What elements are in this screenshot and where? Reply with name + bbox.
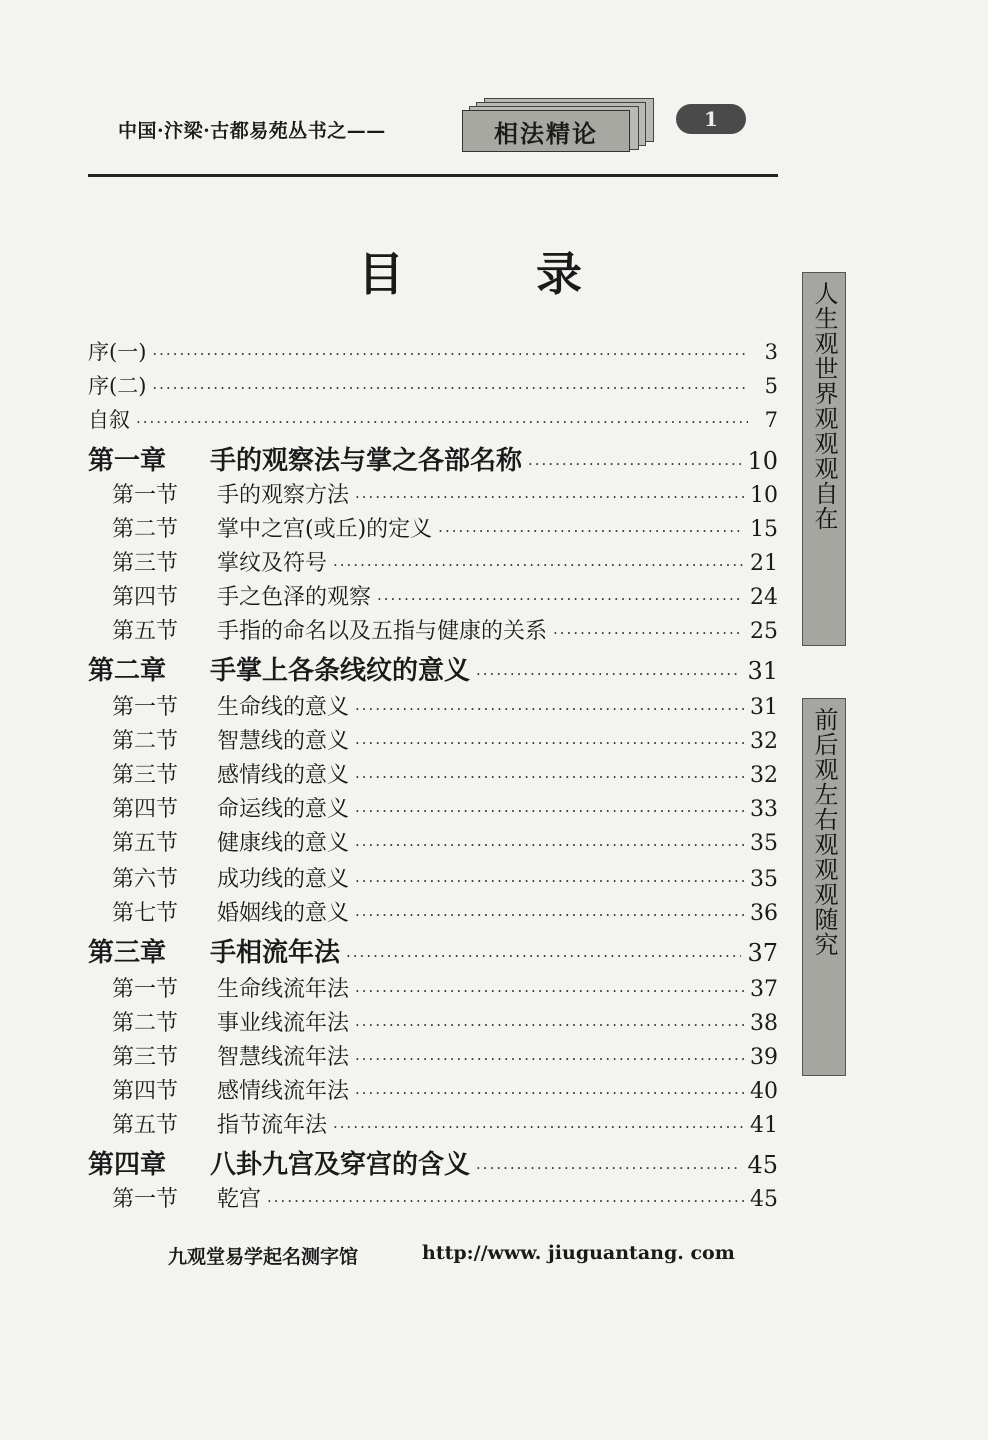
toc-page-number: 24: [750, 585, 778, 610]
dot-leader: [377, 590, 744, 608]
toc-entry-number: 第七节: [112, 901, 179, 926]
side-banner-text: 人生观世界观观观自在: [810, 281, 838, 531]
toc-entry-number: 第三章: [88, 938, 167, 968]
toc-entry-title: 手相流年法: [210, 938, 341, 968]
toc-entry-title: 掌纹及符号: [217, 551, 328, 576]
toc-entry-title: 手指的命名以及五指与健康的关系: [217, 619, 548, 644]
toc-entry-title: 智慧线的意义: [217, 729, 350, 754]
toc-page-number: 21: [750, 551, 778, 576]
dot-leader: [355, 1050, 744, 1068]
toc-chapter-row: [88, 440, 778, 477]
toc-page-number: 37: [747, 939, 778, 967]
toc-section-row: [112, 690, 778, 721]
toc-page-number: 36: [750, 901, 778, 926]
toc-page-number: 25: [750, 619, 778, 644]
toc-page-number: 38: [750, 1011, 778, 1036]
dot-leader: [355, 734, 744, 752]
side-banner-upper: [802, 272, 846, 646]
toc-entry-title: 掌中之宫(或丘)的定义: [217, 517, 433, 542]
toc-section-row: [112, 1040, 778, 1071]
toc-entry-number: 第一节: [112, 483, 179, 508]
toc-entry-number: 第五节: [112, 619, 179, 644]
toc-section-row: [112, 758, 778, 789]
dot-leader: [333, 556, 744, 574]
toc-entry-title: 自叙: [88, 408, 130, 432]
toc-entry-number: 第二节: [112, 729, 179, 754]
toc-entry-title: 手掌上各条线纹的意义: [210, 656, 471, 686]
toc-section-row: [112, 580, 778, 611]
toc-entry-number: 第一节: [112, 1187, 179, 1212]
toc-entry-number: 第一节: [112, 977, 179, 1002]
toc-entry-number: 第二节: [112, 517, 179, 542]
dot-leader: [355, 700, 744, 718]
toc-page-number: 31: [750, 695, 778, 720]
toc-entry-row: [88, 404, 778, 434]
dot-leader: [438, 522, 744, 540]
toc-entry-title: 智慧线流年法: [217, 1045, 350, 1070]
page-number-badge: 1: [676, 104, 746, 134]
toc-entry-title: 序(一): [88, 340, 147, 364]
toc-section-row: [112, 972, 778, 1003]
toc-entry-title: 事业线流年法: [217, 1011, 350, 1036]
toc-page-number: 35: [750, 867, 778, 892]
dot-leader: [267, 1192, 744, 1210]
toc-section-row: [112, 614, 778, 645]
dot-leader: [476, 1159, 741, 1177]
book-title: 相法精论: [462, 110, 630, 152]
toc-chapter-row: [88, 932, 778, 969]
toc-entry-number: 第三节: [112, 763, 179, 788]
toc-page-number: 10: [750, 483, 778, 508]
toc-entry-title: 手的观察法与掌之各部名称: [210, 446, 523, 476]
toc-section-row: [112, 896, 778, 927]
toc-entry-title: 乾宫: [217, 1187, 262, 1212]
toc-section-row: [112, 512, 778, 543]
toc-section-row: [112, 546, 778, 577]
toc-page-number: 40: [750, 1079, 778, 1104]
toc-section-row: [112, 792, 778, 823]
toc-entry-number: 第四节: [112, 797, 179, 822]
dot-leader: [355, 1016, 744, 1034]
toc-entry-number: 第五节: [112, 1113, 179, 1138]
toc-page-number: 37: [750, 977, 778, 1002]
toc-entry-title: 婚姻线的意义: [217, 901, 350, 926]
toc-entry-number: 第五节: [112, 831, 179, 856]
dot-leader: [355, 488, 744, 506]
toc-entry-row: [88, 370, 778, 400]
toc-page-number: 3: [764, 340, 778, 364]
dot-leader: [346, 947, 741, 965]
toc-section-row: [112, 862, 778, 893]
page-footer: [0, 1238, 988, 1278]
dot-leader: [333, 1118, 744, 1136]
footer-site-name: 九观堂易学起名测字馆: [168, 1246, 359, 1268]
side-banner-lower: [802, 698, 846, 1076]
toc-entry-number: 第四节: [112, 585, 179, 610]
toc-page-number: 39: [750, 1045, 778, 1070]
toc-entry-title: 感情线的意义: [217, 763, 350, 788]
dot-leader: [355, 802, 744, 820]
toc-page-number: 7: [764, 408, 778, 432]
toc-section-row: [112, 1182, 778, 1213]
toc-section-row: [112, 1074, 778, 1105]
toc-page-number: 45: [747, 1151, 778, 1179]
toc-entry-number: 第三节: [112, 551, 179, 576]
toc-page-number: 5: [764, 374, 778, 398]
dot-leader: [355, 768, 744, 786]
toc-entry-number: 第四章: [88, 1150, 167, 1180]
toc-page-number: 31: [747, 657, 778, 685]
dot-leader: [355, 982, 744, 1000]
toc-entry-title: 八卦九宫及穿宫的含义: [210, 1150, 471, 1180]
dot-leader: [152, 379, 748, 397]
toc-entry-title: 健康线的意义: [217, 831, 350, 856]
dot-leader: [355, 906, 744, 924]
toc-entry-number: 第二节: [112, 1011, 179, 1036]
dot-leader: [528, 455, 741, 473]
toc-page-number: 45: [750, 1187, 778, 1212]
toc-page-number: 41: [750, 1113, 778, 1138]
toc-chapter-row: [88, 1144, 778, 1181]
toc-section-row: [112, 1006, 778, 1037]
dot-leader: [355, 836, 744, 854]
dot-leader: [355, 1084, 744, 1102]
toc-entry-title: 命运线的意义: [217, 797, 350, 822]
toc-section-row: [112, 1108, 778, 1139]
toc-entry-title: 指节流年法: [217, 1113, 328, 1138]
dot-leader: [476, 665, 741, 683]
toc-section-row: [112, 724, 778, 755]
dot-leader: [355, 872, 744, 890]
toc-entry-title: 生命线流年法: [217, 977, 350, 1002]
toc-entry-title: 感情线流年法: [217, 1079, 350, 1104]
toc-entry-title: 手的观察方法: [217, 483, 350, 508]
toc-entry-title: 生命线的意义: [217, 695, 350, 720]
side-banner-text: 前后观左右观观观随究: [810, 707, 838, 957]
toc-entry-number: 第一章: [88, 446, 167, 476]
toc-entry-number: 第六节: [112, 867, 179, 892]
toc-entry-title: 序(二): [88, 374, 147, 398]
toc-entry-title: 成功线的意义: [217, 867, 350, 892]
toc-entry-number: 第三节: [112, 1045, 179, 1070]
toc-page-number: 15: [750, 517, 778, 542]
toc-page-number: 35: [750, 831, 778, 856]
dot-leader: [152, 345, 748, 363]
toc-page-number: 10: [747, 447, 778, 475]
toc-entry-number: 第二章: [88, 656, 167, 686]
toc-entry-title: 手之色泽的观察: [217, 585, 372, 610]
toc-chapter-row: [88, 650, 778, 687]
toc-entry-number: 第四节: [112, 1079, 179, 1104]
toc-entry-row: [88, 336, 778, 366]
dot-leader: [136, 413, 748, 431]
toc-section-row: [112, 826, 778, 857]
toc-page-number: 33: [750, 797, 778, 822]
toc-page-number: 32: [750, 763, 778, 788]
series-title: 中国·汴梁·古都易苑丛书之——: [118, 120, 386, 142]
toc-entry-number: 第一节: [112, 695, 179, 720]
toc-heading: 目 录: [358, 247, 641, 301]
dot-leader: [553, 624, 744, 642]
footer-url: http://www. jiuguantang. com: [422, 1242, 735, 1264]
toc-section-row: [112, 478, 778, 509]
toc-page-number: 32: [750, 729, 778, 754]
